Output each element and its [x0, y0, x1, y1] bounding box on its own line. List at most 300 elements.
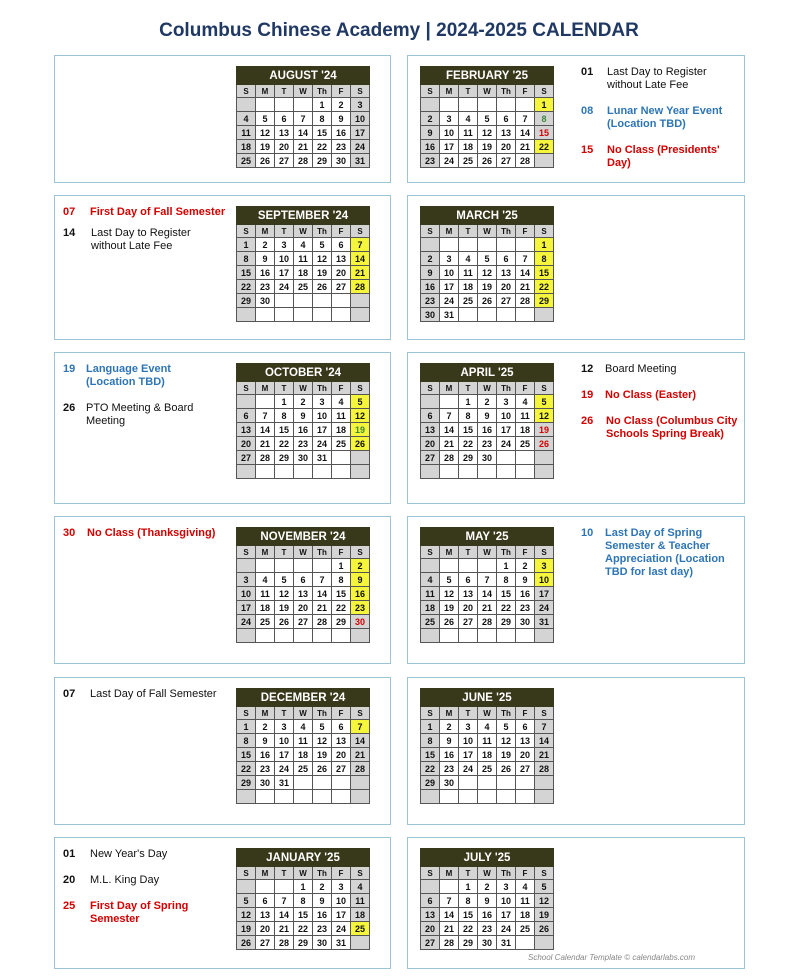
day-cell: 10 [535, 573, 554, 587]
day-cell: 15 [275, 423, 294, 437]
day-cell: 2 [516, 559, 535, 573]
day-cell: 5 [237, 894, 256, 908]
day-cell: 24 [332, 922, 351, 936]
weekday-header: S [421, 382, 440, 395]
day-cell [497, 238, 516, 252]
day-cell: 23 [294, 437, 313, 451]
day-cell [351, 308, 370, 322]
month-header: JANUARY '25 [237, 849, 370, 867]
day-cell: 11 [294, 252, 313, 266]
day-cell: 3 [497, 880, 516, 894]
calendar-july [420, 848, 554, 950]
day-cell: 12 [440, 587, 459, 601]
calendar-june [420, 688, 554, 804]
day-cell: 15 [332, 587, 351, 601]
day-cell [440, 559, 459, 573]
day-cell [478, 465, 497, 479]
day-cell: 16 [516, 587, 535, 601]
day-cell: 20 [294, 601, 313, 615]
day-cell: 19 [256, 140, 275, 154]
day-cell [313, 790, 332, 804]
weekday-header: S [351, 225, 370, 238]
day-cell [275, 308, 294, 322]
day-cell [535, 776, 554, 790]
weekday-header: F [332, 382, 351, 395]
day-cell: 3 [313, 395, 332, 409]
weekday-header: W [478, 867, 497, 880]
weekday-header: F [332, 546, 351, 559]
day-cell: 15 [294, 908, 313, 922]
day-cell: 12 [351, 409, 370, 423]
day-cell: 26 [275, 615, 294, 629]
weekday-header: F [332, 707, 351, 720]
day-cell: 8 [313, 112, 332, 126]
day-cell: 22 [459, 922, 478, 936]
day-cell [440, 238, 459, 252]
day-cell: 17 [275, 266, 294, 280]
day-cell: 23 [478, 922, 497, 936]
day-cell: 10 [237, 587, 256, 601]
day-cell [313, 465, 332, 479]
day-cell: 8 [332, 573, 351, 587]
day-cell: 26 [440, 615, 459, 629]
day-cell: 23 [516, 601, 535, 615]
day-cell [516, 629, 535, 643]
day-cell: 18 [421, 601, 440, 615]
day-cell: 7 [351, 238, 370, 252]
weekday-header: Th [497, 707, 516, 720]
day-cell: 1 [535, 238, 554, 252]
day-cell: 5 [313, 238, 332, 252]
day-cell: 4 [237, 112, 256, 126]
day-cell [256, 98, 275, 112]
day-cell: 14 [516, 126, 535, 140]
day-cell: 4 [332, 395, 351, 409]
day-cell [275, 880, 294, 894]
day-cell [332, 629, 351, 643]
weekday-header: S [351, 85, 370, 98]
day-cell: 4 [478, 720, 497, 734]
day-cell: 7 [256, 409, 275, 423]
day-cell: 14 [516, 266, 535, 280]
day-cell [256, 395, 275, 409]
day-cell: 25 [332, 437, 351, 451]
day-cell: 30 [351, 615, 370, 629]
day-cell: 2 [313, 880, 332, 894]
day-cell: 9 [256, 252, 275, 266]
day-cell: 5 [351, 395, 370, 409]
weekday-header: T [459, 867, 478, 880]
weekday-header: F [332, 85, 351, 98]
day-cell [497, 451, 516, 465]
weekday-header: S [535, 85, 554, 98]
day-cell: 1 [535, 98, 554, 112]
day-cell: 30 [478, 451, 497, 465]
calendar-november [236, 527, 370, 643]
day-cell [497, 465, 516, 479]
day-cell: 28 [516, 154, 535, 168]
day-cell: 6 [256, 894, 275, 908]
day-cell: 15 [535, 126, 554, 140]
weekday-header: T [275, 382, 294, 395]
day-cell: 4 [256, 573, 275, 587]
weekday-header: F [516, 707, 535, 720]
day-cell: 21 [351, 748, 370, 762]
day-cell: 12 [478, 266, 497, 280]
day-cell: 3 [440, 252, 459, 266]
day-cell: 8 [237, 252, 256, 266]
day-cell: 25 [294, 762, 313, 776]
day-cell: 14 [294, 126, 313, 140]
weekday-header: Th [313, 382, 332, 395]
day-cell: 12 [478, 126, 497, 140]
day-cell [332, 790, 351, 804]
day-cell: 2 [478, 395, 497, 409]
day-cell: 21 [275, 922, 294, 936]
day-cell: 29 [497, 615, 516, 629]
day-cell: 28 [313, 615, 332, 629]
day-cell: 14 [351, 734, 370, 748]
day-cell: 1 [313, 98, 332, 112]
day-cell: 15 [497, 587, 516, 601]
day-cell: 29 [313, 154, 332, 168]
day-cell: 5 [275, 573, 294, 587]
weekday-header: M [256, 225, 275, 238]
day-cell: 30 [440, 776, 459, 790]
month-header: APRIL '25 [421, 364, 554, 382]
day-cell: 10 [275, 252, 294, 266]
day-cell: 25 [294, 280, 313, 294]
day-cell: 2 [256, 238, 275, 252]
day-cell: 5 [497, 720, 516, 734]
day-cell: 8 [459, 409, 478, 423]
day-cell: 18 [459, 280, 478, 294]
calendar-may [420, 527, 554, 643]
day-cell: 30 [313, 936, 332, 950]
day-cell: 20 [256, 922, 275, 936]
day-cell: 5 [535, 395, 554, 409]
weekday-header: M [440, 707, 459, 720]
day-cell: 16 [256, 266, 275, 280]
day-cell: 30 [332, 154, 351, 168]
day-cell: 7 [516, 112, 535, 126]
day-cell: 15 [459, 908, 478, 922]
day-cell: 10 [275, 734, 294, 748]
day-cell: 6 [275, 112, 294, 126]
day-cell [237, 790, 256, 804]
day-cell: 24 [535, 601, 554, 615]
day-cell: 26 [256, 154, 275, 168]
day-cell: 28 [351, 762, 370, 776]
day-cell: 13 [256, 908, 275, 922]
weekday-header: S [351, 382, 370, 395]
day-cell [440, 98, 459, 112]
day-cell: 17 [237, 601, 256, 615]
weekday-header: S [421, 546, 440, 559]
day-cell: 27 [516, 762, 535, 776]
day-cell: 9 [332, 112, 351, 126]
weekday-header: S [421, 225, 440, 238]
day-cell: 13 [332, 252, 351, 266]
day-cell: 3 [459, 720, 478, 734]
day-cell: 2 [294, 395, 313, 409]
day-cell: 17 [313, 423, 332, 437]
day-cell: 6 [421, 409, 440, 423]
day-cell: 15 [313, 126, 332, 140]
day-cell [421, 98, 440, 112]
day-cell [535, 790, 554, 804]
weekday-header: S [421, 707, 440, 720]
day-cell [294, 790, 313, 804]
day-cell: 16 [478, 423, 497, 437]
day-cell: 11 [516, 409, 535, 423]
day-cell: 27 [497, 294, 516, 308]
day-cell [478, 790, 497, 804]
day-cell: 25 [237, 154, 256, 168]
weekday-header: S [237, 867, 256, 880]
day-cell: 3 [497, 395, 516, 409]
weekday-header: Th [313, 546, 332, 559]
weekday-header: Th [497, 382, 516, 395]
day-cell: 20 [459, 601, 478, 615]
day-cell: 23 [351, 601, 370, 615]
weekday-header: Th [313, 225, 332, 238]
day-cell: 30 [294, 451, 313, 465]
day-cell: 17 [497, 908, 516, 922]
day-cell [478, 629, 497, 643]
day-cell: 7 [516, 252, 535, 266]
day-cell: 10 [459, 734, 478, 748]
month-header: NOVEMBER '24 [237, 528, 370, 546]
day-cell [421, 559, 440, 573]
day-cell: 30 [478, 936, 497, 950]
day-cell: 21 [478, 601, 497, 615]
day-cell: 14 [351, 252, 370, 266]
day-cell: 11 [256, 587, 275, 601]
day-cell: 26 [237, 936, 256, 950]
day-cell: 31 [497, 936, 516, 950]
day-cell: 25 [459, 154, 478, 168]
weekday-header: M [256, 707, 275, 720]
day-cell: 11 [459, 126, 478, 140]
weekday-header: M [440, 382, 459, 395]
day-cell: 9 [478, 409, 497, 423]
day-cell: 26 [535, 922, 554, 936]
day-cell [459, 559, 478, 573]
day-cell: 9 [440, 734, 459, 748]
weekday-header: W [478, 382, 497, 395]
day-cell: 6 [421, 894, 440, 908]
day-cell [256, 559, 275, 573]
weekday-header: M [256, 85, 275, 98]
weekday-header: T [275, 85, 294, 98]
day-cell: 17 [459, 748, 478, 762]
weekday-header: F [332, 867, 351, 880]
weekday-header: W [294, 225, 313, 238]
day-cell: 28 [535, 762, 554, 776]
day-cell: 23 [332, 140, 351, 154]
day-cell [351, 629, 370, 643]
day-cell [237, 880, 256, 894]
day-cell: 8 [275, 409, 294, 423]
day-cell: 19 [497, 748, 516, 762]
day-cell: 20 [421, 437, 440, 451]
weekday-header: Th [497, 867, 516, 880]
day-cell: 29 [237, 294, 256, 308]
day-cell [478, 559, 497, 573]
day-cell: 30 [256, 776, 275, 790]
weekday-header: T [459, 225, 478, 238]
day-cell: 19 [313, 748, 332, 762]
day-cell: 18 [478, 748, 497, 762]
day-cell: 10 [440, 266, 459, 280]
day-cell: 24 [237, 615, 256, 629]
day-cell [459, 776, 478, 790]
day-cell [294, 308, 313, 322]
day-cell: 6 [516, 720, 535, 734]
day-cell: 24 [275, 280, 294, 294]
day-cell: 7 [275, 894, 294, 908]
day-cell: 12 [275, 587, 294, 601]
weekday-header: W [294, 85, 313, 98]
day-cell: 24 [440, 294, 459, 308]
day-cell: 22 [237, 280, 256, 294]
weekday-header: T [275, 225, 294, 238]
weekday-header: W [294, 707, 313, 720]
weekday-header: S [237, 85, 256, 98]
weekday-header: S [535, 225, 554, 238]
month-header: SEPTEMBER '24 [237, 207, 370, 225]
day-cell: 27 [332, 762, 351, 776]
day-cell: 21 [351, 266, 370, 280]
day-cell: 8 [237, 734, 256, 748]
day-cell [516, 465, 535, 479]
day-cell [516, 776, 535, 790]
day-cell: 25 [478, 762, 497, 776]
day-cell [294, 294, 313, 308]
day-cell: 22 [459, 437, 478, 451]
day-cell: 9 [421, 126, 440, 140]
day-cell [516, 936, 535, 950]
day-cell: 19 [535, 423, 554, 437]
day-cell [535, 465, 554, 479]
day-cell: 24 [497, 437, 516, 451]
day-cell: 24 [313, 437, 332, 451]
day-cell: 29 [294, 936, 313, 950]
day-cell: 28 [351, 280, 370, 294]
day-cell: 1 [497, 559, 516, 573]
day-cell: 16 [421, 140, 440, 154]
day-cell: 18 [256, 601, 275, 615]
day-cell: 17 [332, 908, 351, 922]
day-cell: 16 [332, 126, 351, 140]
day-cell [351, 294, 370, 308]
day-cell [440, 465, 459, 479]
day-cell [516, 451, 535, 465]
calendar-september [236, 206, 370, 322]
day-cell: 13 [421, 908, 440, 922]
day-cell [313, 559, 332, 573]
day-cell: 18 [294, 748, 313, 762]
day-cell: 11 [237, 126, 256, 140]
day-cell [478, 308, 497, 322]
day-cell: 13 [497, 126, 516, 140]
calendar-january [236, 848, 370, 950]
weekday-header: T [275, 707, 294, 720]
weekday-header: Th [497, 85, 516, 98]
day-cell: 11 [421, 587, 440, 601]
day-cell: 16 [421, 280, 440, 294]
day-cell: 23 [478, 437, 497, 451]
calendar-april [420, 363, 554, 479]
day-cell [459, 629, 478, 643]
day-cell: 20 [332, 266, 351, 280]
day-cell: 27 [421, 936, 440, 950]
day-cell [478, 776, 497, 790]
day-cell: 22 [294, 922, 313, 936]
day-cell: 31 [313, 451, 332, 465]
calendar-october [236, 363, 370, 479]
month-header: JULY '25 [421, 849, 554, 867]
day-cell: 16 [478, 908, 497, 922]
month-header: MAY '25 [421, 528, 554, 546]
day-cell [256, 880, 275, 894]
day-cell: 15 [237, 748, 256, 762]
day-cell: 14 [440, 908, 459, 922]
day-cell: 14 [440, 423, 459, 437]
weekday-header: S [351, 867, 370, 880]
day-cell [351, 451, 370, 465]
month-header: DECEMBER '24 [237, 689, 370, 707]
weekday-header: W [478, 546, 497, 559]
day-cell: 6 [497, 112, 516, 126]
day-cell: 5 [313, 720, 332, 734]
day-cell: 6 [332, 720, 351, 734]
day-cell [275, 465, 294, 479]
day-cell: 19 [237, 922, 256, 936]
day-cell: 13 [332, 734, 351, 748]
weekday-header: T [275, 546, 294, 559]
day-cell [275, 629, 294, 643]
day-cell: 20 [275, 140, 294, 154]
day-cell: 5 [535, 880, 554, 894]
day-cell: 21 [516, 140, 535, 154]
weekday-header: W [478, 225, 497, 238]
day-cell [332, 294, 351, 308]
day-cell: 7 [535, 720, 554, 734]
day-cell: 12 [535, 409, 554, 423]
day-cell: 29 [421, 776, 440, 790]
day-cell: 16 [294, 423, 313, 437]
day-cell: 6 [237, 409, 256, 423]
day-cell: 30 [256, 294, 275, 308]
day-cell: 14 [275, 908, 294, 922]
day-cell: 7 [351, 720, 370, 734]
day-cell [275, 790, 294, 804]
day-cell [332, 776, 351, 790]
day-cell: 20 [332, 748, 351, 762]
day-cell [237, 465, 256, 479]
day-cell: 10 [332, 894, 351, 908]
day-cell: 18 [459, 140, 478, 154]
day-cell: 5 [440, 573, 459, 587]
day-cell: 21 [313, 601, 332, 615]
day-cell [275, 98, 294, 112]
footer-credit: School Calendar Template © calendarlabs.com [528, 953, 696, 962]
weekday-header: M [256, 546, 275, 559]
day-cell: 12 [313, 734, 332, 748]
day-cell [497, 629, 516, 643]
